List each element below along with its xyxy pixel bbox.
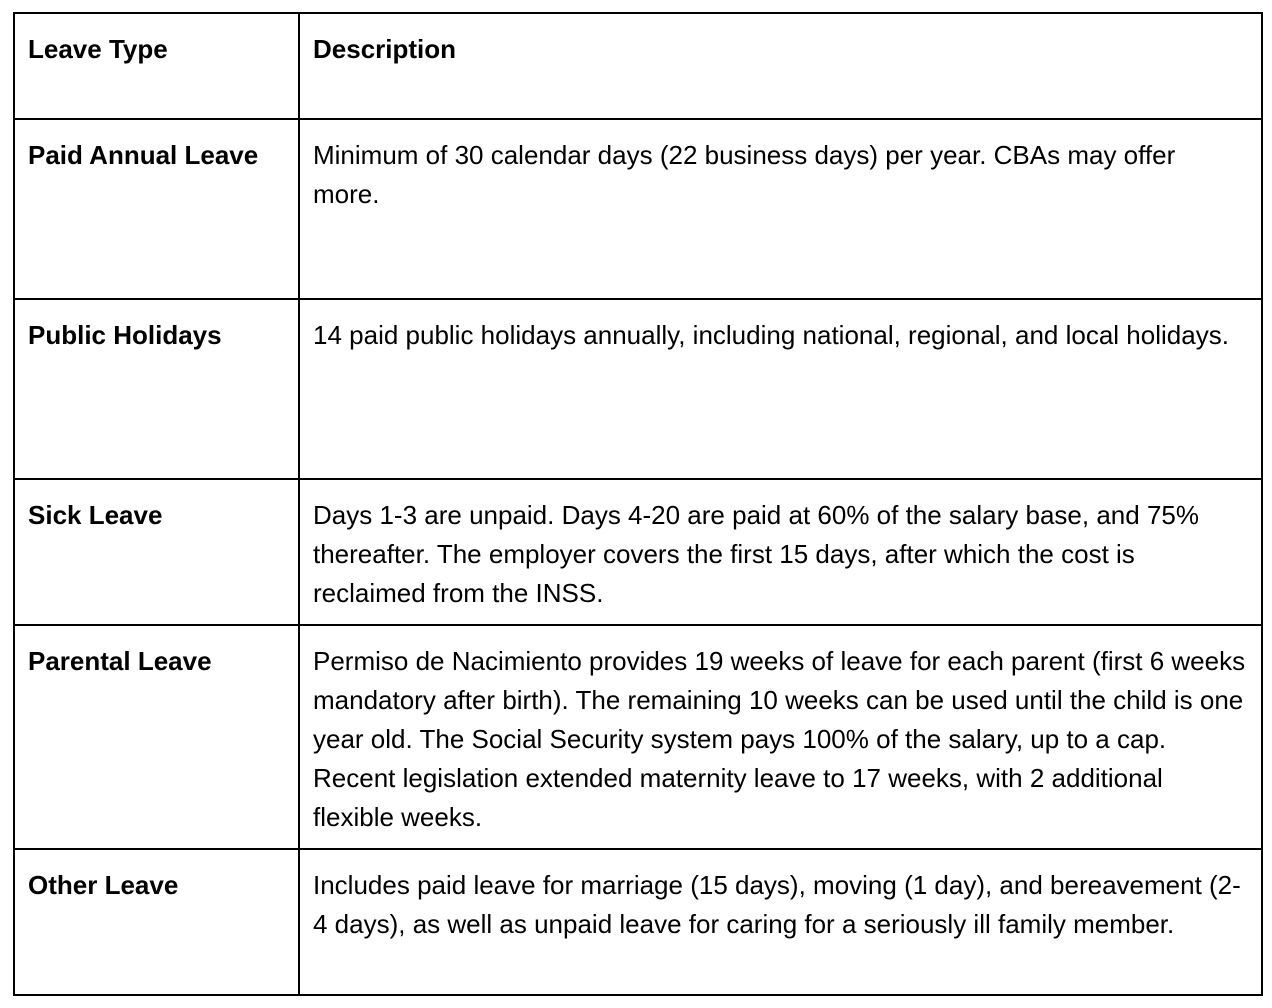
leave-types-table bbox=[13, 12, 1263, 996]
leave-type-cell: Paid Annual Leave bbox=[14, 119, 299, 299]
description-cell: Days 1-3 are unpaid. Days 4-20 are paid at 60% of the salary base, and 75% thereafter. The employer covers the first 15 days, after which the cost is reclaimed from the INSS. bbox=[299, 479, 1262, 625]
table-row bbox=[14, 625, 1262, 849]
leave-type-cell: Other Leave bbox=[14, 849, 299, 995]
table-row bbox=[14, 849, 1262, 995]
description-cell: 14 paid public holidays annually, including national, regional, and local holidays. bbox=[299, 299, 1262, 479]
table-row bbox=[14, 119, 1262, 299]
leave-type-cell: Parental Leave bbox=[14, 625, 299, 849]
description-cell: Includes paid leave for marriage (15 days), moving (1 day), and bereavement (2-4 days), as well as unpaid leave for caring for a seriously ill family member. bbox=[299, 849, 1262, 995]
header-leave-type: Leave Type bbox=[14, 13, 299, 119]
leave-type-cell: Public Holidays bbox=[14, 299, 299, 479]
table-row bbox=[14, 299, 1262, 479]
leave-type-cell: Sick Leave bbox=[14, 479, 299, 625]
description-cell: Permiso de Nacimiento provides 19 weeks of leave for each parent (first 6 weeks mandatory after birth). The remaining 10 weeks can be used until the child is one year old. The Social Security system pays 100% of the salary, up to a cap. Recent legislation extended maternity leave to 17 weeks, with 2 additional flexible weeks. bbox=[299, 625, 1262, 849]
table-row bbox=[14, 479, 1262, 625]
table-header-row bbox=[14, 13, 1262, 119]
description-cell: Minimum of 30 calendar days (22 business days) per year. CBAs may offer more. bbox=[299, 119, 1262, 299]
header-description: Description bbox=[299, 13, 1262, 119]
